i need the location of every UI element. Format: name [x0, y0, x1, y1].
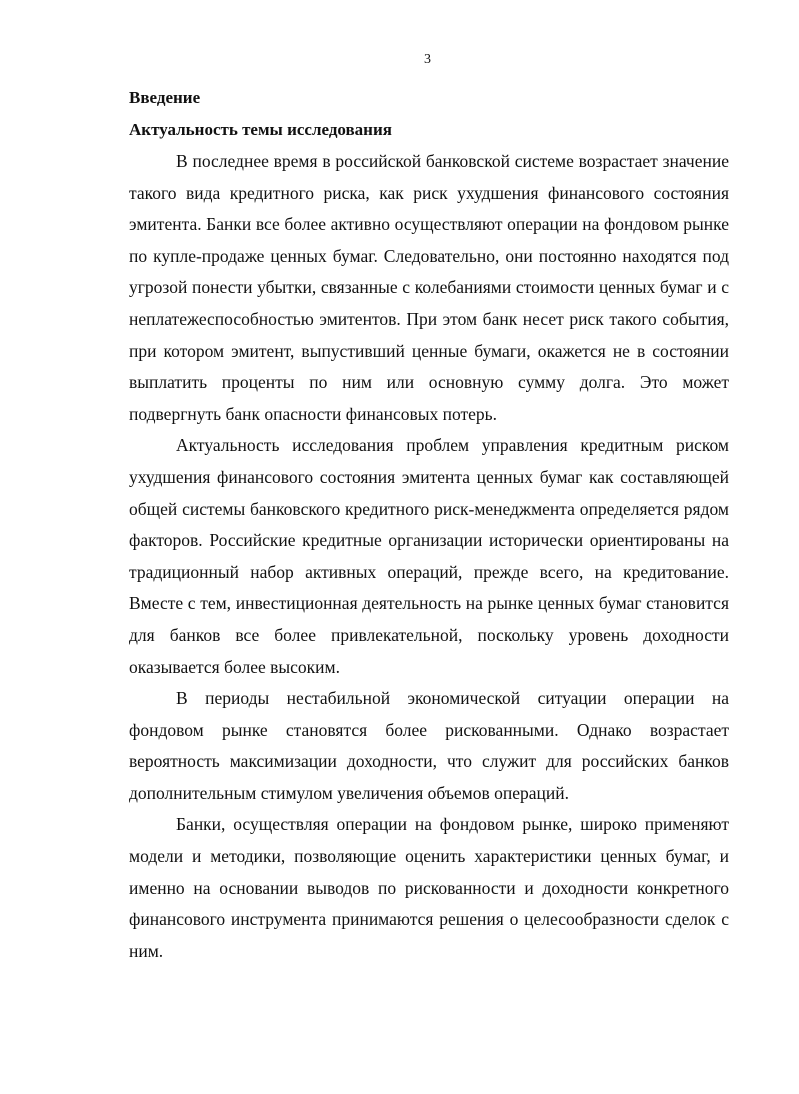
document-body: [129, 82, 729, 967]
paragraph-2: Актуальность исследования проблем управления кредитным риском ухудшения финансового состояния эмитента ценных бумаг как составляющей общей системы банковского кредитного риск-менеджмента определяется рядом факторов. Российские кредитные организации исторически ориентированы на традиционный набор активных операций, прежде всего, на кредитование. Вместе с тем, инвестиционная деятельность на рынке ценных бумаг становится для банков все более привлекательной, поскольку уровень доходности оказывается более высоким.: [129, 435, 729, 677]
paragraph-4: Банки, осуществляя операции на фондовом рынке, широко применяют модели и методики, позволяющие оценить характеристики ценных бумаг, и именно на основании выводов по рискованности и доходности конкретного финансового инструмента принимаются решения о целесообразности сделок с ним.: [129, 814, 729, 961]
paragraph-1: В последнее время в российской банковской системе возрастает значение такого вида кредитного риска, как риск ухудшения финансового состояния эмитента. Банки все более активно осуществляют операции на фондовом рынке по купле-продаже ценных бумаг. Следовательно, они постоянно находятся под угрозой понести убытки, связанные с колебаниями стоимости ценных бумаг и с неплатежеспособностью эмитентов. При этом банк несет риск такого события, при котором эмитент, выпустивший ценные бумаги, окажется не в состоянии выплатить проценты по ним или основную сумму долга. Это может подвергнуть банк опасности финансовых потерь.: [129, 151, 729, 424]
section-heading-introduction: Введение: [129, 88, 201, 107]
subsection-heading-relevance: Актуальность темы исследования: [129, 120, 392, 139]
page-number: 3: [424, 52, 431, 67]
paragraph-3: В периоды нестабильной экономической ситуации операции на фондовом рынке становятся более рискованными. Однако возрастает вероятность максимизации доходности, что служит для российских банков дополнительным стимулом увеличения объемов операций.: [129, 688, 729, 803]
